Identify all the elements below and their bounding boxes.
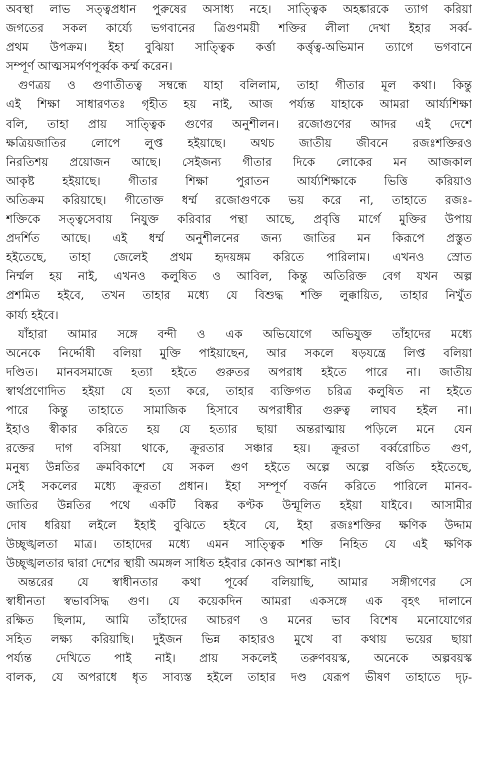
text-line: প্রশমিত হইবে, তখন তাহার মধ্যে যে বিশুদ্ধ শক্তি লুক্কায়িত, তাহার নিখুঁত: [6, 288, 472, 303]
text-line: বলি, তাহা প্রায় সাত্ত্বিক গুণের অনুশীলন। রজোগুণের আদর এই দেশে: [6, 116, 472, 131]
text-line: সম্পূর্ণ আত্মসমর্পণপূর্ব্বক কর্ম্ম করেন।: [6, 59, 173, 74]
text-line: উচ্ছৃঙ্খলতা মাত্র। তাহাদের মধ্যে এমন সাত্ত্বিক শক্তি নিহিত যে এই ক্ষণিক: [6, 536, 472, 551]
text-line: অনেকে নির্দ্দোষী বলিয়া মুক্তি পাইয়াছেন, আর সকলে ষড়যন্ত্রে লিপ্ত বলিয়া: [6, 345, 472, 360]
text-line: ক্ষত্রিয়জাতির লোপে লুপ্ত হইয়াছে। অথচ জাতীয় জীবনে রজঃশক্তিরও: [6, 135, 472, 150]
text-line: জাতির উন্নতির পথে একটি বিষ্কর কণ্টক উন্মূলিত হইয়া যাইবে। আসামীর: [6, 498, 472, 513]
paragraph: [6, 76, 472, 324]
paragraph: [6, 0, 472, 76]
text-line: যাঁহারা আমার সঙ্গে বন্দী ও এক অভিযোগে অভিযুক্ত তাঁহাদের মধ্যে: [18, 326, 472, 341]
text-line: মনুষ্য উন্নতির ক্রমবিকাশে যে সকল গুণ হইতে অল্পে অল্পে বর্জিত হইতেছে,: [6, 460, 472, 475]
text-line: নির্ম্মল হয় নাই, এখনও কলুষিত ও আবিল, কিন্তু অতিরিক্ত বেগ যখন অল্প: [6, 269, 472, 284]
text-line: অবস্থা লাভ সত্ত্বপ্রধান পুরুষের অসাধ্য নহে। সাত্ত্বিক অহঙ্কারকে ত্যাগ করিয়া: [6, 2, 472, 16]
text-line: দোষ ধরিয়া লইলে ইহাই বুঝিতে হইবে যে, ইহা রজঃশক্তির ক্ষণিক উদ্দাম: [6, 517, 472, 532]
text-line: এই শিক্ষা সাধারণতঃ গৃহীত হয় নাই, আজ পর্য্যন্ত যাহাকে আমরা আর্য্যশিক্ষা: [6, 97, 472, 112]
text-line: উচ্ছৃঙ্খলতার দ্বারা দেশের স্থায়ী অমঙ্গল সাধিত হইবার কোনও আশঙ্কা নাই।: [6, 555, 341, 570]
text-line: প্রথম উপক্রম। ইহা বুঝিয়া সাত্ত্বিক কর্ত্তা কর্ত্তৃত্ব-অভিমান ত্যাগে ভগবানে: [6, 40, 472, 55]
text-line: জগতের সকল কার্য্যে ভগবানের ত্রিগুণময়ী শক্তির লীলা দেখা ইহার সর্ব্ব-: [6, 21, 472, 36]
text-line: শক্তিকে সত্ত্বসেবায় নিযুক্ত করিবার পন্থা আছে, প্রবৃত্তি মার্গে মুক্তির উপায়: [6, 212, 472, 227]
paragraph: [6, 325, 472, 573]
text-line: দণ্ডিত। মানবসমাজে হত্যা হইতে গুরুতর অপরাধ হইতে পারে না। জাতীয়: [6, 364, 472, 379]
text-line: আকৃষ্ট হইয়াছে। গীতার শিক্ষা পুরাতন আর্য্যশিক্ষাকে ভিত্তি করিয়াও: [6, 173, 472, 188]
text-line: পারে কিন্তু তাহাতে সামাজিক হিসাবে অপরাধীর গুরুত্ব লাঘব হইল না।: [6, 402, 472, 417]
text-line: গুণত্রয় ও গুণাতীতত্ব সম্বন্ধে যাহা বলিলাম, তাহা গীতার মূল কথা। কিন্তু: [18, 78, 472, 93]
text-line: অন্তরের যে স্বাধীনতার কথা পূর্ব্বে বলিয়াছি, আমার সঙ্গীগণের সে: [18, 574, 472, 589]
text-line: পর্য্যন্ত দেখিতে পাই নাই। প্রায় সকলেই তরুণবয়স্ক, অনেকে অল্পবয়স্ক: [6, 651, 472, 666]
paragraph: [6, 573, 472, 688]
text-line: স্বাধীনতা স্বভাবসিদ্ধ গুণ। যে কয়েকদিন আমরা একসঙ্গে এক বৃহৎ দালানে: [6, 593, 472, 608]
text-line: স্বার্থপ্রণোদিত হইয়া যে হত্যা করে, তাহার ব্যক্তিগত চরিত্র কলুষিত না হইতে: [6, 383, 472, 398]
text-line: রক্ষিত ছিলাম, আমি তাঁহাদের আচরণ ও মনের ভাব বিশেষ মনোযোগের: [6, 613, 472, 627]
text-line: রক্তের দাগ বসিয়া থাকে, ক্রূরতার সঞ্চার হয়। ক্রূরতা বর্ব্বরোচিত গুণ,: [6, 441, 472, 456]
text-line: নিরতিশয় প্রয়োজন আছে। সেইজন্য গীতার দিকে লোকের মন আজকাল: [6, 154, 472, 169]
text-line: কার্য্য হইবে।: [6, 307, 59, 322]
text-line: প্রদর্শিত আছে। এই ধর্ম্ম অনুশীলনের জন্য জাতির মন কিরূপে প্রস্তুত: [6, 231, 472, 246]
text-line: হইতেছে, তাহা জেলেই প্রথম হৃদয়ঙ্গম করিতে পারিলাম। এখনও স্রোত: [6, 250, 472, 265]
text-line: সেই সকলের মধ্যে ক্রূরতা প্রধান। ইহা সম্পূর্ণ বর্জন করিতে পারিলে মানব-: [6, 479, 472, 494]
text-line: বালক, যে অপরাধে ধৃত সাব্যস্ত হইলে তাহার দণ্ড যেরূপ ভীষণ তাহাতে দৃঢ়-: [6, 670, 472, 685]
text-line: সহিত লক্ষ্য করিয়াছি। দুইজন ভিন্ন কাহারও মুখে বা কথায় ভয়ের ছায়া: [6, 632, 472, 647]
text-line: ইহাও স্বীকার করিতে হয় যে হত্যার ছায়া অন্তরাত্মায় পড়িলে মনে যেন: [6, 422, 472, 437]
text-line: অতিক্রম করিয়াছে। গীতোক্ত ধর্ম্ম রজোগুণকে ভয় করে না, তাহাতে রজঃ-: [6, 192, 472, 207]
